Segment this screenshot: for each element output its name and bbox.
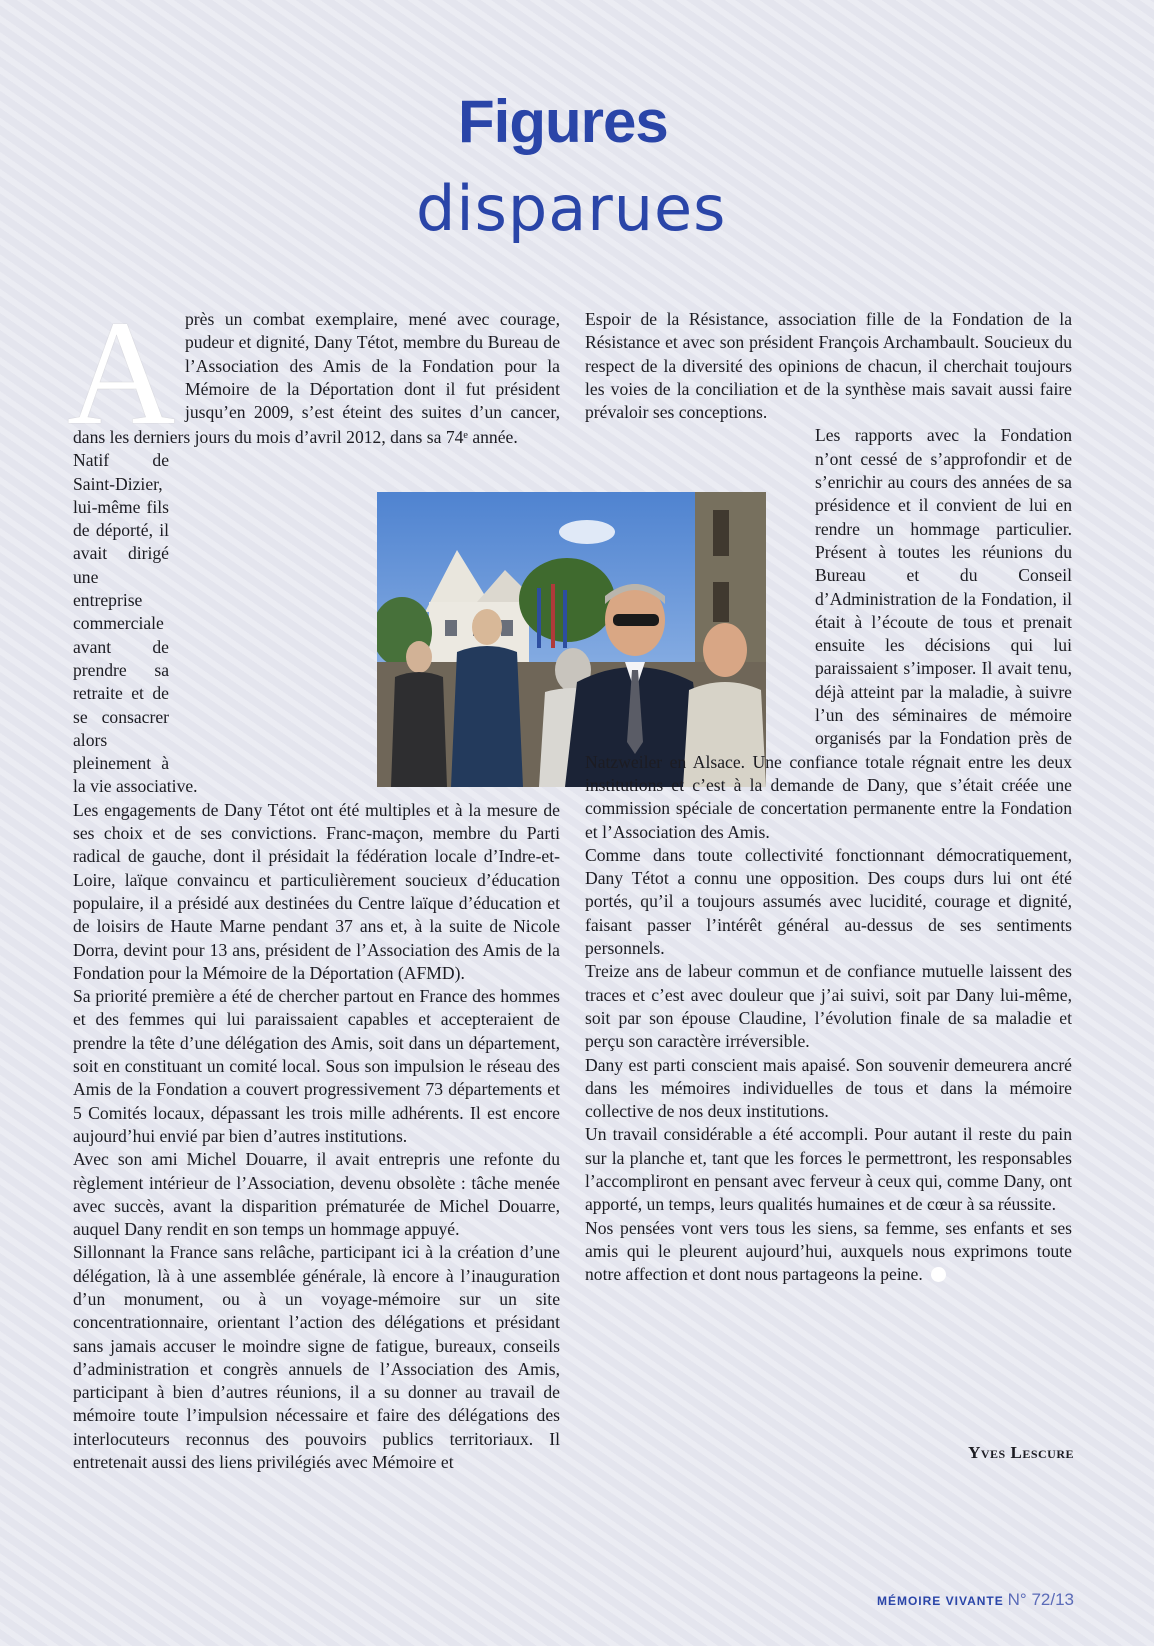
- title-line-2: disparues: [416, 172, 727, 245]
- paragraph: Treize ans de labeur commun et de confiance mutuelle laissent des traces et c’est avec douleur que j’ai suivi, soit par Dany lui-même, soit par son épouse Claudine, l’évolution finale de sa maladie et perçu son caractère irréversible.: [585, 961, 1072, 1052]
- paragraph-text: Nos pensées vont vers tous les siens, sa femme, ses enfants et ses amis qui le pleurent aujourd’hui, auxquels nous exprimons toute notre affection et dont nous partageons la peine.: [585, 1217, 1072, 1285]
- paragraph: près un combat exemplaire, mené avec courage, pudeur et dignité, Dany Tétot, membre du Bureau de l’Association des Amis de la Fondation pour la Mémoire de la Déportation dont il fut président jusqu’en 2009, s’est éteint des suites d’un cancer, dans les derniers jours du mois d’avril 2012, dans sa 74ᵉ année.: [73, 309, 560, 447]
- article-column-right: [585, 308, 1072, 1286]
- paragraph: Sillonnant la France sans relâche, participant ici à la création d’une délégation, là à une assemblée générale, là encore à l’inauguration d’un monument, ou à un voyage-mémoire sur un site concentrationnaire, orientant l’action des délégations et présidant sans jamais accuser le moindre signe de fatigue, bureaux, conseils d’administration et congrès annuels de l’Association des Amis, participant à bien d’autres réunions, il a su donner au travail de mémoire toute l’impulsion nécessaire et faire des délégations des interlocuteurs reconnus des pouvoirs publics territoriaux. Il entretenait aussi des liens privilégiés avec Mémoire et: [73, 1242, 560, 1473]
- paragraph: Dany est parti conscient mais apaisé. Son souvenir demeurera ancré dans les mémoires individuelles de tous et dans la mémoire collective de nos deux institutions.: [585, 1054, 1072, 1122]
- photo-spacer: [585, 424, 803, 726]
- paragraph: Comme dans toute collectivité fonctionnant démocratiquement, Dany Tétot a connu une opposition. Des coups durs lui ont été portés, qu’il a toujours assumés avec lucidité, courage et dignité, faisant passer l’intérêt général au-dessus de ses sentiments personnels.: [585, 844, 1072, 959]
- magazine-name: MÉMOIRE VIVANTE: [876, 1594, 1004, 1608]
- drop-cap: A: [67, 290, 176, 456]
- end-mark-icon: [931, 1267, 946, 1282]
- photo-spacer: [181, 451, 566, 753]
- page-footer: [877, 1590, 1074, 1610]
- paragraph: Espoir de la Résistance, association fille de la Fondation de la Résistance et avec son président François Archambault. Soucieux du respect de la diversité des opinions de chacun, il cherchait toujours les voies de la conciliation et de la synthèse mais savait aussi faire prévaloir ses conceptions.: [585, 309, 1072, 423]
- issue-number: N° 72/13: [1007, 1590, 1074, 1609]
- paragraph: Les engagements de Dany Tétot ont été multiples et à la mesure de ses choix et de ses convictions. Franc-maçon, membre du Parti radical de gauche, dont il présidait la fédération locale d’Indre-et-Loire, laïque convaincu et particulièrement soucieux d’éducation populaire, il a présidé aux destinées du Centre laïque d’éducation et de loisirs de Haute Marne pendant 37 ans et, à la suite de Nicole Dorra, devint pour 13 ans, président de l’Association des Amis de la Fondation pour la Mémoire de la Déportation (AFMD).: [73, 799, 560, 983]
- paragraph: Avec son ami Michel Douarre, il avait entrepris une refonte du règlement intérieur de l’Association, devenu obsolète : tâche menée avec succès, avant la disparition prématurée de Michel Douarre, auquel Dany rendit en son temps un hommage appuyé.: [73, 1149, 560, 1240]
- paragraph: [585, 1217, 1072, 1287]
- title-line-1: Figures: [458, 88, 668, 155]
- paragraph: Les rapports avec la Fondation n’ont cessé de s’approfondir et de s’enrichir au cours des années de sa présidence et il convient de lui en rendre un hommage particulier. Présent à toutes les réunions du Bureau et du Conseil d’Administration de la Fondation, il était à l’écoute de tous et prenait ensuite les décisions qui lui paraissaient s’imposer. Il avait tenu, déjà atteint par la maladie, à suivre l’un des séminaires de mémoire organisés par la Fondation près de Natzweiler en Alsace. Une confiance totale régnait entre les deux institutions et c’est à la demande de Dany, que s’était créée une commission spéciale de concertation permanente entre la Fondation et l’Association des Amis.: [585, 425, 1072, 842]
- article-column-left: [67, 290, 560, 1474]
- author-signature: Yves Lescure: [968, 1443, 1074, 1462]
- paragraph: Un travail considérable a été accompli. Pour autant il reste du pain sur la planche et, tant que les forces le permettront, les responsables l’accompliront en pensant avec ferveur à ceux qui, comme Dany, ont apporté, un temps, leurs qualités humaines et de cœur à sa réussite.: [585, 1124, 1072, 1215]
- paragraph: Natif de Saint-Dizier, lui-même fils de déporté, il avait dirigé une entreprise commerciale avant de prendre sa retraite et de se consacrer alors pleinement à la vie associative.: [73, 450, 198, 797]
- paragraph: Sa priorité première a été de chercher partout en France des hommes et des femmes qui lui paraissaient capables et accepteraient de prendre la tête d’une délégation des Amis, soit dans un département, soit en constituant un comité local. Sous son impulsion le réseau des Amis de la Fondation a couvert progressivement 73 départements et 5 Comités locaux, dépassant les trois mille adhérents. Il est encore aujourd’hui envié par bien d’autres institutions.: [73, 986, 560, 1146]
